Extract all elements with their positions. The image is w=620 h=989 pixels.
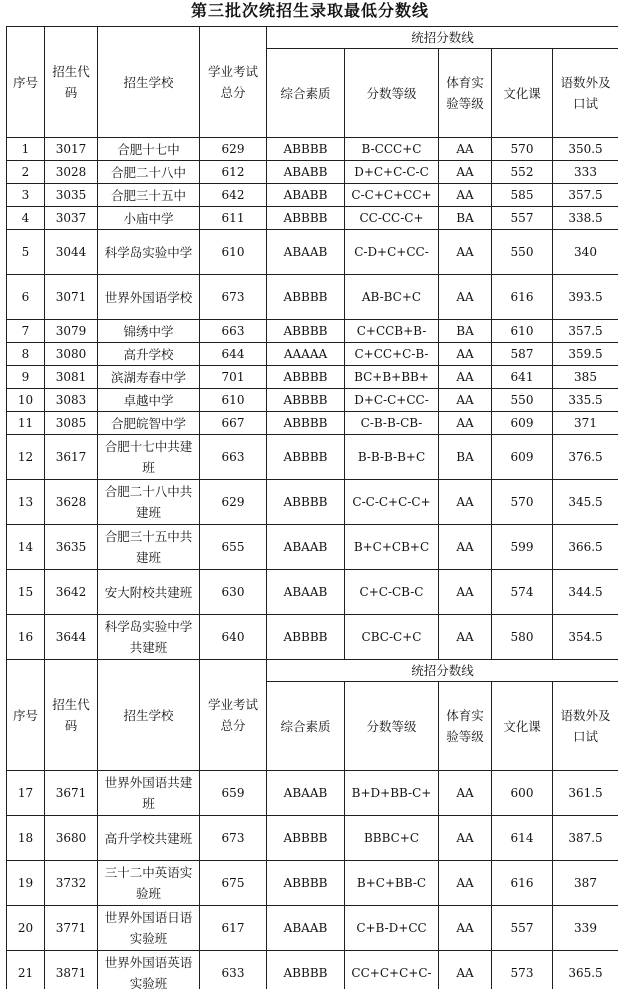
cell-grade: BBBC+C — [345, 816, 439, 861]
cell-total: 612 — [200, 161, 267, 184]
cell-total: 610 — [200, 230, 267, 275]
cell-school: 合肥十七中 — [98, 138, 200, 161]
cell-grade: D+C-C+CC- — [345, 389, 439, 412]
cell-total: 673 — [200, 816, 267, 861]
cell-seq: 7 — [7, 320, 45, 343]
cell-culture: 550 — [492, 389, 553, 412]
cell-grade: B-B-B-B+C — [345, 435, 439, 480]
table-row — [7, 389, 619, 412]
cell-quality: ABAAB — [267, 230, 345, 275]
cell-seq: 19 — [7, 861, 45, 906]
cell-seq: 14 — [7, 525, 45, 570]
cell-oral: 340 — [553, 230, 619, 275]
table-row — [7, 906, 619, 951]
header-quality: 综合素质 — [267, 49, 345, 138]
cell-code: 3083 — [45, 389, 98, 412]
table-row — [7, 480, 619, 525]
cell-grade: C+C-CB-C — [345, 570, 439, 615]
header-code: 招生代码 — [45, 660, 98, 771]
cell-school: 世界外国语学校 — [98, 275, 200, 320]
header-oral: 语数外及口试 — [553, 49, 619, 138]
cell-seq: 5 — [7, 230, 45, 275]
header-code: 招生代码 — [45, 27, 98, 138]
cell-pe: AA — [439, 951, 492, 989]
table-row — [7, 343, 619, 366]
table-row — [7, 816, 619, 861]
cell-code: 3085 — [45, 412, 98, 435]
cell-grade: B+C+BB-C — [345, 861, 439, 906]
cell-code: 3037 — [45, 207, 98, 230]
cell-quality: AAAAA — [267, 343, 345, 366]
cell-school: 合肥十七中共建班 — [98, 435, 200, 480]
cell-pe: AA — [439, 275, 492, 320]
header-school: 招生学校 — [98, 27, 200, 138]
cell-culture: 574 — [492, 570, 553, 615]
cell-seq: 1 — [7, 138, 45, 161]
cell-grade: D+C+C-C-C — [345, 161, 439, 184]
cell-oral: 376.5 — [553, 435, 619, 480]
header-grade: 分数等级 — [345, 682, 439, 771]
cell-culture: 614 — [492, 816, 553, 861]
cell-grade: AB-BC+C — [345, 275, 439, 320]
header-oral: 语数外及口试 — [553, 682, 619, 771]
cell-school: 合肥皖智中学 — [98, 412, 200, 435]
cell-school: 卓越中学 — [98, 389, 200, 412]
cell-culture: 557 — [492, 207, 553, 230]
table-row — [7, 184, 619, 207]
header-grade: 分数等级 — [345, 49, 439, 138]
cell-total: 655 — [200, 525, 267, 570]
cell-total: 629 — [200, 138, 267, 161]
cell-seq: 18 — [7, 816, 45, 861]
cell-culture: 552 — [492, 161, 553, 184]
cell-school: 滨湖寿春中学 — [98, 366, 200, 389]
cell-seq: 4 — [7, 207, 45, 230]
cell-grade: CC+C+C+C- — [345, 951, 439, 989]
cell-quality: ABAAB — [267, 570, 345, 615]
cell-oral: 387 — [553, 861, 619, 906]
cell-code: 3028 — [45, 161, 98, 184]
cell-culture: 573 — [492, 951, 553, 989]
cell-total: 663 — [200, 435, 267, 480]
cell-seq: 10 — [7, 389, 45, 412]
cell-seq: 6 — [7, 275, 45, 320]
header-school: 招生学校 — [98, 660, 200, 771]
cell-oral: 393.5 — [553, 275, 619, 320]
cell-oral: 344.5 — [553, 570, 619, 615]
header-group: 统招分数线 — [267, 27, 619, 49]
header-culture: 文化课 — [492, 49, 553, 138]
cell-oral: 359.5 — [553, 343, 619, 366]
table-row — [7, 525, 619, 570]
cell-code: 3644 — [45, 615, 98, 660]
header-total: 学业考试总分 — [200, 27, 267, 138]
cell-seq: 21 — [7, 951, 45, 989]
page-title: 第三批次统招生录取最低分数线 — [190, 1, 429, 20]
cell-pe: AA — [439, 412, 492, 435]
cell-oral: 385 — [553, 366, 619, 389]
cell-school: 锦绣中学 — [98, 320, 200, 343]
table-row — [7, 161, 619, 184]
cell-code: 3642 — [45, 570, 98, 615]
table-row — [7, 230, 619, 275]
cell-pe: AA — [439, 184, 492, 207]
cell-school: 三十二中英语实验班 — [98, 861, 200, 906]
cell-quality: ABBBB — [267, 435, 345, 480]
cell-culture: 600 — [492, 771, 553, 816]
cell-pe: AA — [439, 615, 492, 660]
table-row — [7, 207, 619, 230]
cell-quality: ABBBB — [267, 138, 345, 161]
header-pe: 体育实验等级 — [439, 49, 492, 138]
cell-code: 3081 — [45, 366, 98, 389]
cell-grade: C-C+C+CC+ — [345, 184, 439, 207]
cell-pe: AA — [439, 861, 492, 906]
table-row — [7, 951, 619, 989]
cell-total: 663 — [200, 320, 267, 343]
cell-quality: ABBBB — [267, 951, 345, 989]
cell-quality: ABBBB — [267, 207, 345, 230]
cell-culture: 580 — [492, 615, 553, 660]
cell-oral: 338.5 — [553, 207, 619, 230]
cell-code: 3617 — [45, 435, 98, 480]
cell-code: 3680 — [45, 816, 98, 861]
table-row — [7, 435, 619, 480]
cell-code: 3732 — [45, 861, 98, 906]
cell-school: 合肥三十五中共建班 — [98, 525, 200, 570]
cell-culture: 609 — [492, 412, 553, 435]
cell-total: 642 — [200, 184, 267, 207]
cell-code: 3080 — [45, 343, 98, 366]
cell-pe: AA — [439, 161, 492, 184]
cell-quality: ABBBB — [267, 366, 345, 389]
cell-total: 659 — [200, 771, 267, 816]
cell-code: 3635 — [45, 525, 98, 570]
cell-seq: 17 — [7, 771, 45, 816]
cell-quality: ABBBB — [267, 412, 345, 435]
cell-school: 安大附校共建班 — [98, 570, 200, 615]
cell-quality: ABAAB — [267, 906, 345, 951]
cell-school: 高升学校 — [98, 343, 200, 366]
cell-grade: B+D+BB-C+ — [345, 771, 439, 816]
cell-oral: 354.5 — [553, 615, 619, 660]
cell-school: 世界外国语英语实验班 — [98, 951, 200, 989]
cell-total: 644 — [200, 343, 267, 366]
cell-seq: 9 — [7, 366, 45, 389]
cell-code: 3671 — [45, 771, 98, 816]
cell-grade: C-C-C+C-C+ — [345, 480, 439, 525]
cell-code: 3628 — [45, 480, 98, 525]
cell-oral: 345.5 — [553, 480, 619, 525]
header-seq: 序号 — [7, 660, 45, 771]
table-row — [7, 771, 619, 816]
cell-grade: C+B-D+CC — [345, 906, 439, 951]
cell-grade: CC-CC-C+ — [345, 207, 439, 230]
cell-seq: 3 — [7, 184, 45, 207]
cell-culture: 609 — [492, 435, 553, 480]
header-row — [7, 27, 619, 49]
cell-quality: ABABB — [267, 161, 345, 184]
cell-grade: BC+B+BB+ — [345, 366, 439, 389]
cell-culture: 550 — [492, 230, 553, 275]
cell-pe: AA — [439, 906, 492, 951]
cell-culture: 641 — [492, 366, 553, 389]
cell-culture: 599 — [492, 525, 553, 570]
cell-culture: 570 — [492, 138, 553, 161]
cell-oral: 357.5 — [553, 320, 619, 343]
cell-oral: 365.5 — [553, 951, 619, 989]
cell-culture: 557 — [492, 906, 553, 951]
cell-seq: 20 — [7, 906, 45, 951]
table-row — [7, 412, 619, 435]
cell-school: 世界外国语共建班 — [98, 771, 200, 816]
score-table — [6, 26, 618, 989]
cell-total: 610 — [200, 389, 267, 412]
cell-quality: ABBBB — [267, 275, 345, 320]
cell-quality: ABBBB — [267, 389, 345, 412]
cell-grade: C+CC+C-B- — [345, 343, 439, 366]
cell-oral: 371 — [553, 412, 619, 435]
header-culture: 文化课 — [492, 682, 553, 771]
cell-pe: AA — [439, 138, 492, 161]
cell-quality: ABAAB — [267, 771, 345, 816]
cell-pe: BA — [439, 207, 492, 230]
cell-pe: AA — [439, 570, 492, 615]
cell-pe: BA — [439, 435, 492, 480]
cell-total: 675 — [200, 861, 267, 906]
cell-code: 3079 — [45, 320, 98, 343]
cell-quality: ABAAB — [267, 525, 345, 570]
header-row — [7, 660, 619, 682]
cell-school: 小庙中学 — [98, 207, 200, 230]
header-quality: 综合素质 — [267, 682, 345, 771]
cell-seq: 8 — [7, 343, 45, 366]
cell-code: 3771 — [45, 906, 98, 951]
cell-seq: 12 — [7, 435, 45, 480]
cell-pe: AA — [439, 230, 492, 275]
cell-total: 630 — [200, 570, 267, 615]
cell-culture: 570 — [492, 480, 553, 525]
cell-seq: 15 — [7, 570, 45, 615]
table-row — [7, 861, 619, 906]
cell-grade: C-B-B-CB- — [345, 412, 439, 435]
header-pe: 体育实验等级 — [439, 682, 492, 771]
cell-culture: 616 — [492, 861, 553, 906]
cell-oral: 366.5 — [553, 525, 619, 570]
cell-oral: 333 — [553, 161, 619, 184]
header-group: 统招分数线 — [267, 660, 619, 682]
cell-pe: AA — [439, 525, 492, 570]
header-seq: 序号 — [7, 27, 45, 138]
cell-total: 701 — [200, 366, 267, 389]
table-row — [7, 275, 619, 320]
cell-school: 合肥二十八中共建班 — [98, 480, 200, 525]
cell-pe: AA — [439, 816, 492, 861]
cell-oral: 350.5 — [553, 138, 619, 161]
cell-quality: ABBBB — [267, 615, 345, 660]
cell-quality: ABABB — [267, 184, 345, 207]
cell-oral: 361.5 — [553, 771, 619, 816]
cell-total: 640 — [200, 615, 267, 660]
cell-quality: ABBBB — [267, 861, 345, 906]
cell-total: 611 — [200, 207, 267, 230]
cell-grade: CBC-C+C — [345, 615, 439, 660]
cell-pe: AA — [439, 389, 492, 412]
cell-seq: 2 — [7, 161, 45, 184]
cell-pe: AA — [439, 343, 492, 366]
cell-quality: ABBBB — [267, 480, 345, 525]
table-row — [7, 320, 619, 343]
cell-culture: 616 — [492, 275, 553, 320]
cell-seq: 11 — [7, 412, 45, 435]
cell-code: 3044 — [45, 230, 98, 275]
cell-school: 高升学校共建班 — [98, 816, 200, 861]
table-row — [7, 570, 619, 615]
cell-code: 3071 — [45, 275, 98, 320]
cell-seq: 13 — [7, 480, 45, 525]
cell-oral: 387.5 — [553, 816, 619, 861]
cell-pe: AA — [439, 366, 492, 389]
cell-pe: AA — [439, 771, 492, 816]
cell-grade: B-CCC+C — [345, 138, 439, 161]
cell-grade: B+C+CB+C — [345, 525, 439, 570]
cell-culture: 585 — [492, 184, 553, 207]
cell-grade: C+CCB+B- — [345, 320, 439, 343]
cell-total: 667 — [200, 412, 267, 435]
cell-seq: 16 — [7, 615, 45, 660]
cell-oral: 357.5 — [553, 184, 619, 207]
cell-quality: ABBBB — [267, 816, 345, 861]
table-row — [7, 366, 619, 389]
header-total: 学业考试总分 — [200, 660, 267, 771]
cell-pe: AA — [439, 480, 492, 525]
cell-culture: 610 — [492, 320, 553, 343]
cell-total: 633 — [200, 951, 267, 989]
cell-code: 3871 — [45, 951, 98, 989]
cell-grade: C-D+C+CC- — [345, 230, 439, 275]
cell-code: 3035 — [45, 184, 98, 207]
score-table-frame — [6, 26, 618, 989]
cell-school: 合肥三十五中 — [98, 184, 200, 207]
cell-school: 世界外国语日语实验班 — [98, 906, 200, 951]
cell-oral: 335.5 — [553, 389, 619, 412]
cell-oral: 339 — [553, 906, 619, 951]
cell-total: 617 — [200, 906, 267, 951]
cell-school: 科学岛实验中学共建班 — [98, 615, 200, 660]
cell-code: 3017 — [45, 138, 98, 161]
table-row — [7, 138, 619, 161]
cell-school: 科学岛实验中学 — [98, 230, 200, 275]
cell-quality: ABBBB — [267, 320, 345, 343]
cell-pe: BA — [439, 320, 492, 343]
cell-total: 673 — [200, 275, 267, 320]
cell-total: 629 — [200, 480, 267, 525]
table-row — [7, 615, 619, 660]
cell-culture: 587 — [492, 343, 553, 366]
cell-school: 合肥二十八中 — [98, 161, 200, 184]
